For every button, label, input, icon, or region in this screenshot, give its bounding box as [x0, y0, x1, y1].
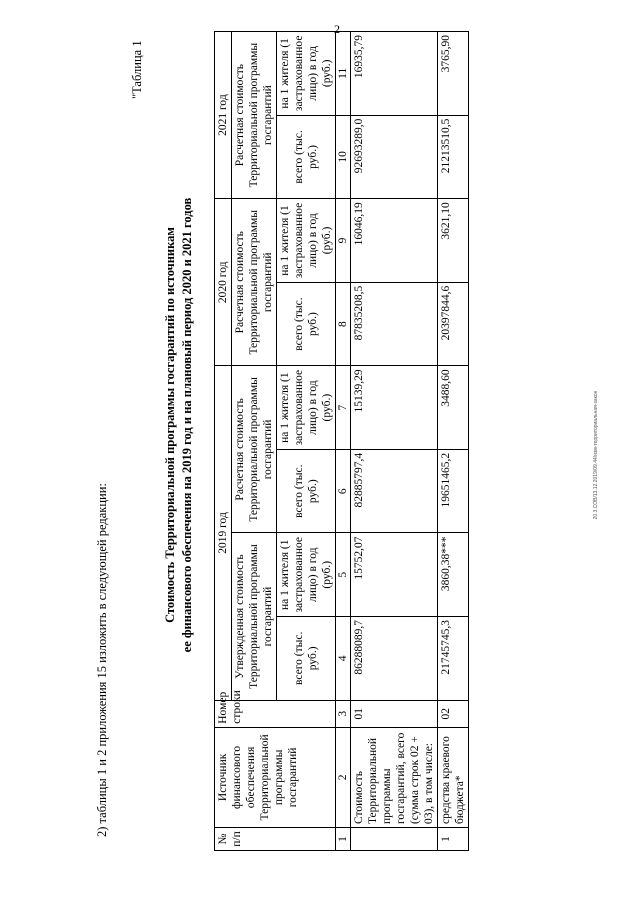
value-cell: 3860,38*** [438, 533, 469, 617]
header-2021: 2021 год [215, 32, 232, 199]
column-number: 5 [336, 533, 351, 617]
row-source: средства краевого бюджета* [438, 727, 469, 827]
row-no: 1 [438, 828, 469, 851]
header-2019: 2019 год [215, 366, 232, 700]
column-number: 2 [336, 727, 351, 827]
header-no: № п/п [215, 828, 336, 851]
row-line: 01 [351, 700, 438, 727]
table-label: "Таблица 1 [130, 40, 144, 99]
value-cell: 15139,29 [351, 366, 438, 450]
table-row-total [351, 32, 438, 851]
column-number-row [336, 32, 351, 851]
header-per-capita: на 1 жителя (1 застрахованное лицо) в год (руб.) [277, 32, 336, 116]
header-calc-2021: Расчетная стоимость Территориальной программы госгарантий [232, 32, 277, 199]
value-cell: 3621,10 [438, 199, 469, 283]
page-number: 2 [334, 22, 340, 36]
row-source: Стоимость Территориальной программы госгарантий, всего (сумма строк 02 + 03), в том числе: [351, 727, 438, 827]
value-cell: 19651465,2 [438, 449, 469, 533]
row-no [351, 828, 438, 851]
value-cell: 20397844,6 [438, 282, 469, 366]
header-calc-2019: Расчетная стоимость Территориальной программы госгарантий [232, 366, 277, 533]
header-source: Источник финансового обеспечения Территориальной программы госгарантий [215, 727, 336, 827]
header-total: всего (тыс. руб.) [277, 617, 336, 701]
value-cell: 87835208,5 [351, 282, 438, 366]
column-number: 10 [336, 115, 351, 199]
header-row-number: Номер строки [215, 700, 336, 727]
value-cell: 86288089,7 [351, 617, 438, 701]
header-per-capita: на 1 жителя (1 застрахованное лицо) в год (руб.) [277, 533, 336, 617]
header-2020: 2020 год [215, 199, 232, 366]
value-cell: 21213510,5 [438, 115, 469, 199]
title-line-2: ее финансового обеспечения на 2019 год и на плановый период 2020 и 2021 годов [180, 197, 194, 653]
column-number: 8 [336, 282, 351, 366]
table-row-regional [438, 32, 469, 851]
column-number: 7 [336, 366, 351, 450]
header-total: всего (тыс. руб.) [277, 282, 336, 366]
column-number: 6 [336, 449, 351, 533]
column-number: 3 [336, 700, 351, 727]
value-cell: 21745745,3 [438, 617, 469, 701]
value-cell: 3765,90 [438, 32, 469, 116]
header-total: всего (тыс. руб.) [277, 449, 336, 533]
header-total: всего (тыс. руб.) [277, 115, 336, 199]
row-line: 02 [438, 700, 469, 727]
column-number: 4 [336, 617, 351, 701]
column-number: 11 [336, 32, 351, 116]
column-number: 9 [336, 199, 351, 283]
header-per-capita: на 1 жителя (1 застрахованное лицо) в год (руб.) [277, 366, 336, 450]
side-stamp: 20.3.СОВ/13.12.2019/09.44/изм-территориальная-закон [593, 390, 599, 520]
value-cell: 16046,19 [351, 199, 438, 283]
header-calc-2020: Расчетная стоимость Территориальной программы госгарантий [232, 199, 277, 366]
value-cell: 3488,60 [438, 366, 469, 450]
header-approved-2019: Утвержденная стоимость Территориальной программы госгарантий [232, 533, 277, 700]
value-cell: 16935,79 [351, 32, 438, 116]
value-cell: 82885797,4 [351, 449, 438, 533]
table-title [162, 65, 196, 785]
header-per-capita: на 1 жителя (1 застрахованное лицо) в год (руб.) [277, 199, 336, 283]
title-line-1: Стоимость Территориальной программы госгарантий по источникам [163, 227, 177, 623]
intro-text: 2) таблицы 1 и 2 приложения 15 изложить в следующей редакции: [95, 483, 109, 837]
cost-table [214, 31, 469, 851]
value-cell: 15752,07 [351, 533, 438, 617]
value-cell: 92693289,0 [351, 115, 438, 199]
header-row-years [215, 32, 232, 851]
column-number: 1 [336, 828, 351, 851]
